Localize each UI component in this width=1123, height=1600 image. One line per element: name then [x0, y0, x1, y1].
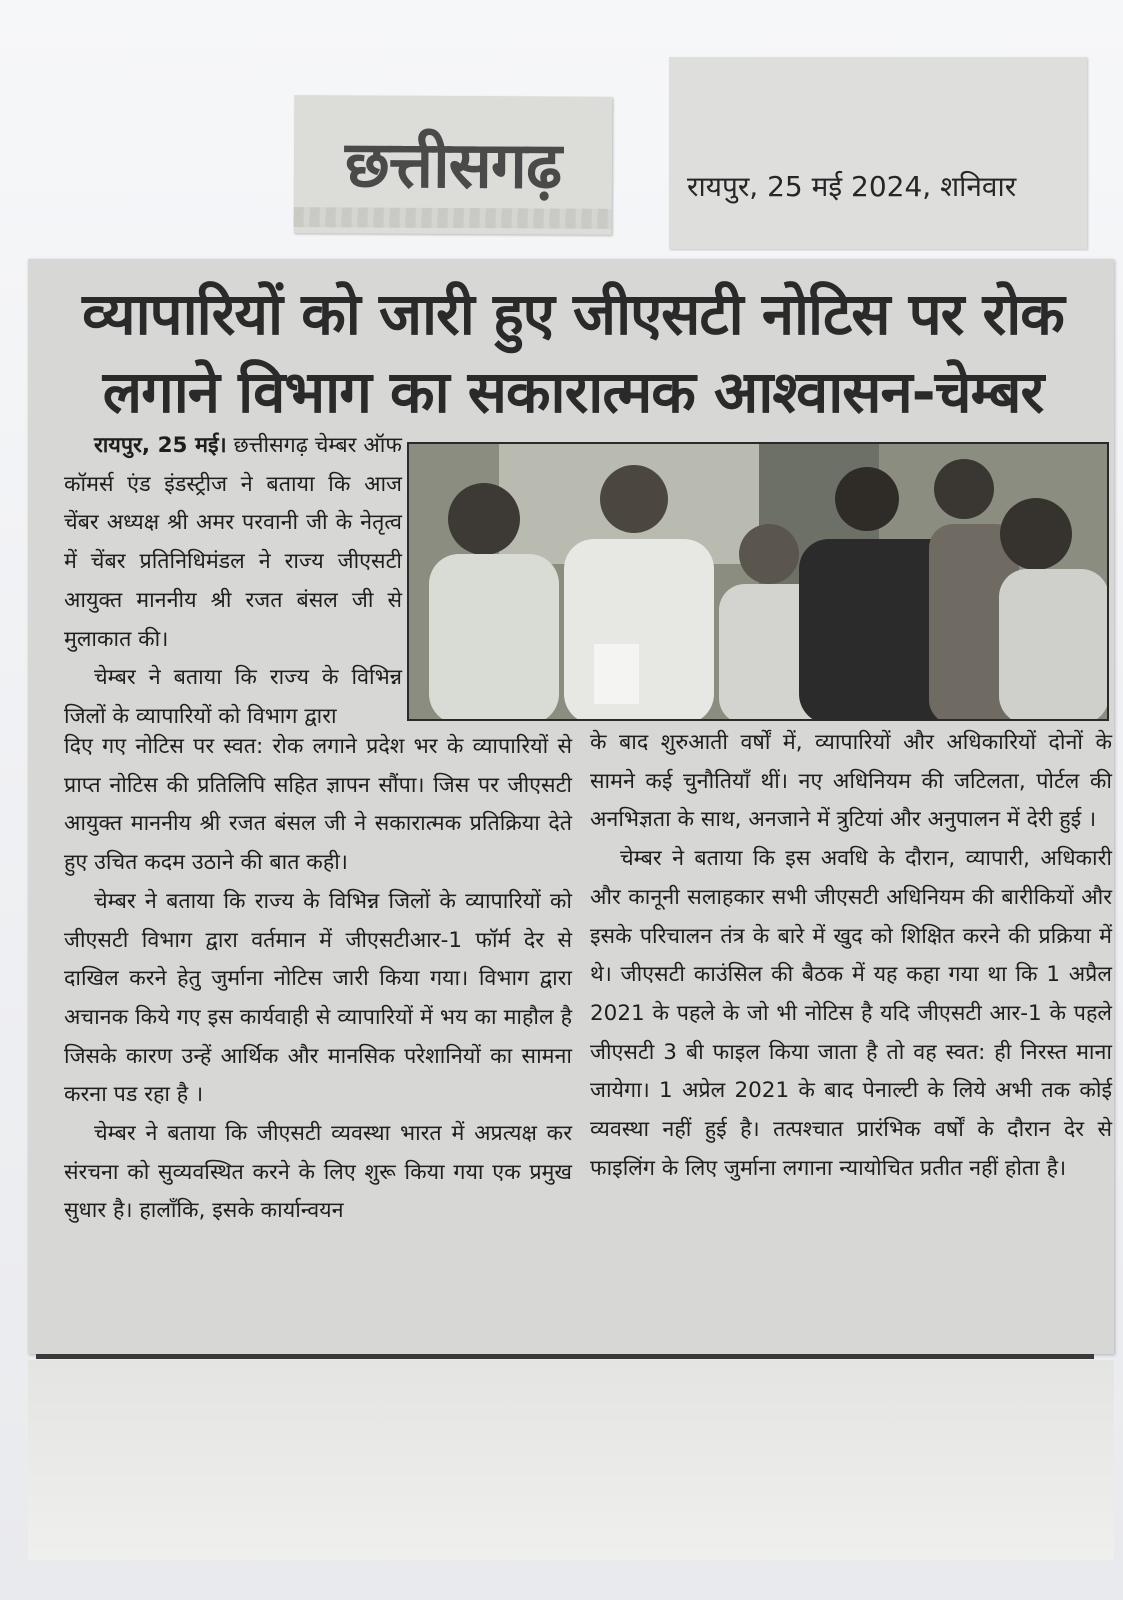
- publication-date: रायपुर, 25 मई 2024, शनिवार: [687, 170, 1017, 203]
- headline-line-2: लगाने विभाग का सकारात्मक आश्वासन-चेम्बर: [102, 358, 1044, 426]
- paragraph-1: [64, 427, 402, 659]
- bottom-rule: [36, 1354, 1094, 1359]
- article-column-left-bottom: [64, 728, 572, 1231]
- paragraph-5: चेम्बर ने बताया कि इस अवधि के दौरान, व्यापारी, अधिकारी और कानूनी सलाहकार सभी जीएसटी अधिनियम की बारीकियों और इसके परिचालन तंत्र के बारे में खुद को शिक्षित करने की प्रक्रिया में थे। जीएसटी काउंसिल की बैठक में यह कहा गया था कि 1 अप्रैल 2021 के पहले के जो भी नोटिस है यदि जीएसटी आर-1 के पहले जीएसटी 3 बी फाइल किया जाता है तो वह स्वत: ही निरस्त माना जायेगा। 1 अप्रेल 2021 के बाद पेनाल्टी के लिये अभी तक कोई व्यवस्था नहीं हुई है। तत्पश्चात प्रारंभिक वर्षों के दौरान देर से फाइलिंग के लिए जुर्माना लगाना न्यायोचित प्रतीत नहीं होता है।: [590, 846, 1112, 1181]
- headline: [48, 275, 1098, 431]
- article-column-left-top: [64, 427, 402, 737]
- newspaper-name: छत्तीसगढ़: [344, 127, 562, 204]
- headline-line-1: व्यापारियों को जारी हुए जीएसटी नोटिस पर रोक: [82, 280, 1064, 348]
- paragraph-3: चेम्बर ने बताया कि राज्य के विभिन्न जिलों के व्यापारियों को जीएसटी विभाग द्वारा वर्तमान में जीएसटीआर-1 फॉर्म देर से दाखिल करने हेतु जुर्माना नोटिस जारी किया गया। विभाग द्वारा अचानक किये गए इस कार्यवाही से व्यापारियों में भय का माहौल है जिसके कारण उन्हें आर्थिक और मानसिक परेशानियों का सामना करना पड रहा है ।: [64, 888, 572, 1108]
- date-clipping: [669, 57, 1087, 249]
- blank-area-below-clipping: [28, 1360, 1114, 1560]
- article-photo: [407, 442, 1109, 721]
- paragraph-1-text: छत्तीसगढ़ चेम्बर ऑफ कॉमर्स एंड इंडस्ट्रीज ने बताया कि आज चेंबर अध्यक्ष श्री अमर परवानी जी के नेतृत्व में चेंबर प्रतिनिधिमंडल ने राज्य जीएसटी आयुक्त माननीय श्री रजत बंसल जी से मुलाकात की।: [64, 433, 402, 652]
- paragraph-2-start: चेम्बर ने बताया कि राज्य के विभिन्न जिलों के व्यापारियों को विभाग द्वारा: [64, 665, 402, 729]
- paragraph-4: चेम्बर ने बताया कि जीएसटी व्यवस्था भारत में अप्रत्यक्ष कर संरचना को सुव्यवस्थित करने के लिए शुरू किया गया एक प्रमुख सुधार है। हालाँकि, इसके कार्यान्वयन: [64, 1121, 572, 1224]
- masthead-print-strip: [294, 207, 612, 229]
- group-photo-illustration: [409, 444, 1107, 719]
- masthead-clipping: [294, 95, 613, 235]
- dateline: रायपुर, 25 मई।: [94, 433, 227, 458]
- paragraph-2-continued: दिए गए नोटिस पर स्वत: रोक लगाने प्रदेश भर के व्यापारियों से प्राप्त नोटिस की प्रतिलिपि सहित ज्ञापन सौंपा। जिस पर जीएसटी आयुक्त माननीय श्री रजत बंसल जी ने सकारात्मक प्रतिक्रिया देते हुए उचित कदम उठाने की बात कही।: [64, 734, 572, 876]
- article-column-right: [590, 724, 1112, 1188]
- paragraph-4-continued: के बाद शुरुआती वर्षों में, व्यापारियों और अधिकारियों दोनों के सामने कई चुनौतियाँ थीं। नए अधिनियम की जटिलता, पोर्टल की अनभिज्ञता के साथ, अनजाने में त्रुटियां और अनुपालन में देरी हुई ।: [590, 730, 1112, 833]
- article-clipping: [28, 259, 1114, 1354]
